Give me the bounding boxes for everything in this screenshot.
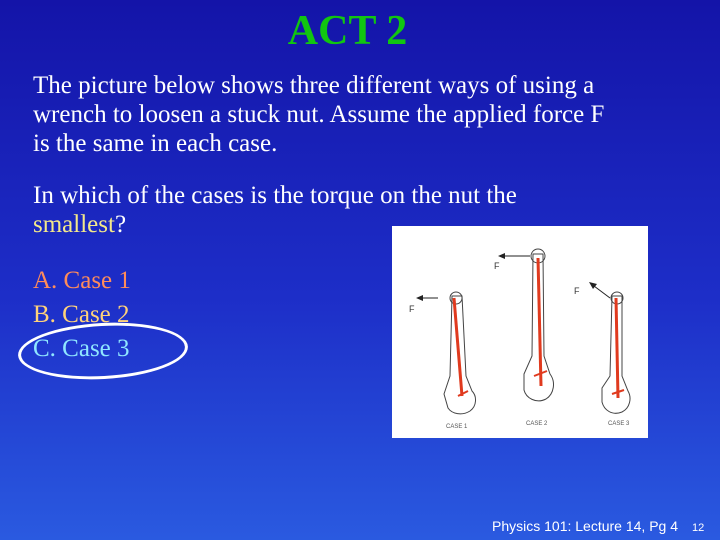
- highlight-word: smallest: [33, 211, 115, 238]
- question-intro: The picture below shows three different ways of using a wrench to loosen a stuck nut. Assume the applied force F is the same in each case.: [33, 72, 605, 157]
- force-label-case1: F: [409, 304, 415, 314]
- force-arrow-case1: [416, 295, 438, 301]
- answer-option-a[interactable]: A. Case 1: [33, 267, 131, 294]
- force-label-case2: F: [494, 261, 500, 271]
- slide-title: ACT 2: [287, 8, 408, 54]
- wrench-case3: [602, 292, 630, 413]
- wrench-diagram: [392, 226, 648, 438]
- question-text: In which of the cases is the torque on the nut the: [33, 182, 517, 209]
- page-number: 12: [692, 522, 705, 534]
- force-arrow-case3: [589, 282, 610, 298]
- force-label-case3: F: [574, 286, 580, 296]
- footer-text: Physics 101: Lecture 14, Pg 4: [492, 518, 678, 534]
- question-mark: ?: [114, 211, 127, 238]
- case2-label: CASE 2: [526, 421, 548, 427]
- wrench-case2: [524, 249, 553, 401]
- force-arrow-case2: [498, 253, 530, 259]
- answer-option-c[interactable]: C. Case 3: [33, 335, 130, 362]
- wrench-figure: [392, 226, 648, 438]
- case1-label: CASE 1: [446, 424, 468, 430]
- case3-label: CASE 3: [608, 421, 630, 427]
- wrench-case1: [444, 292, 476, 414]
- answer-option-b[interactable]: B. Case 2: [33, 301, 130, 328]
